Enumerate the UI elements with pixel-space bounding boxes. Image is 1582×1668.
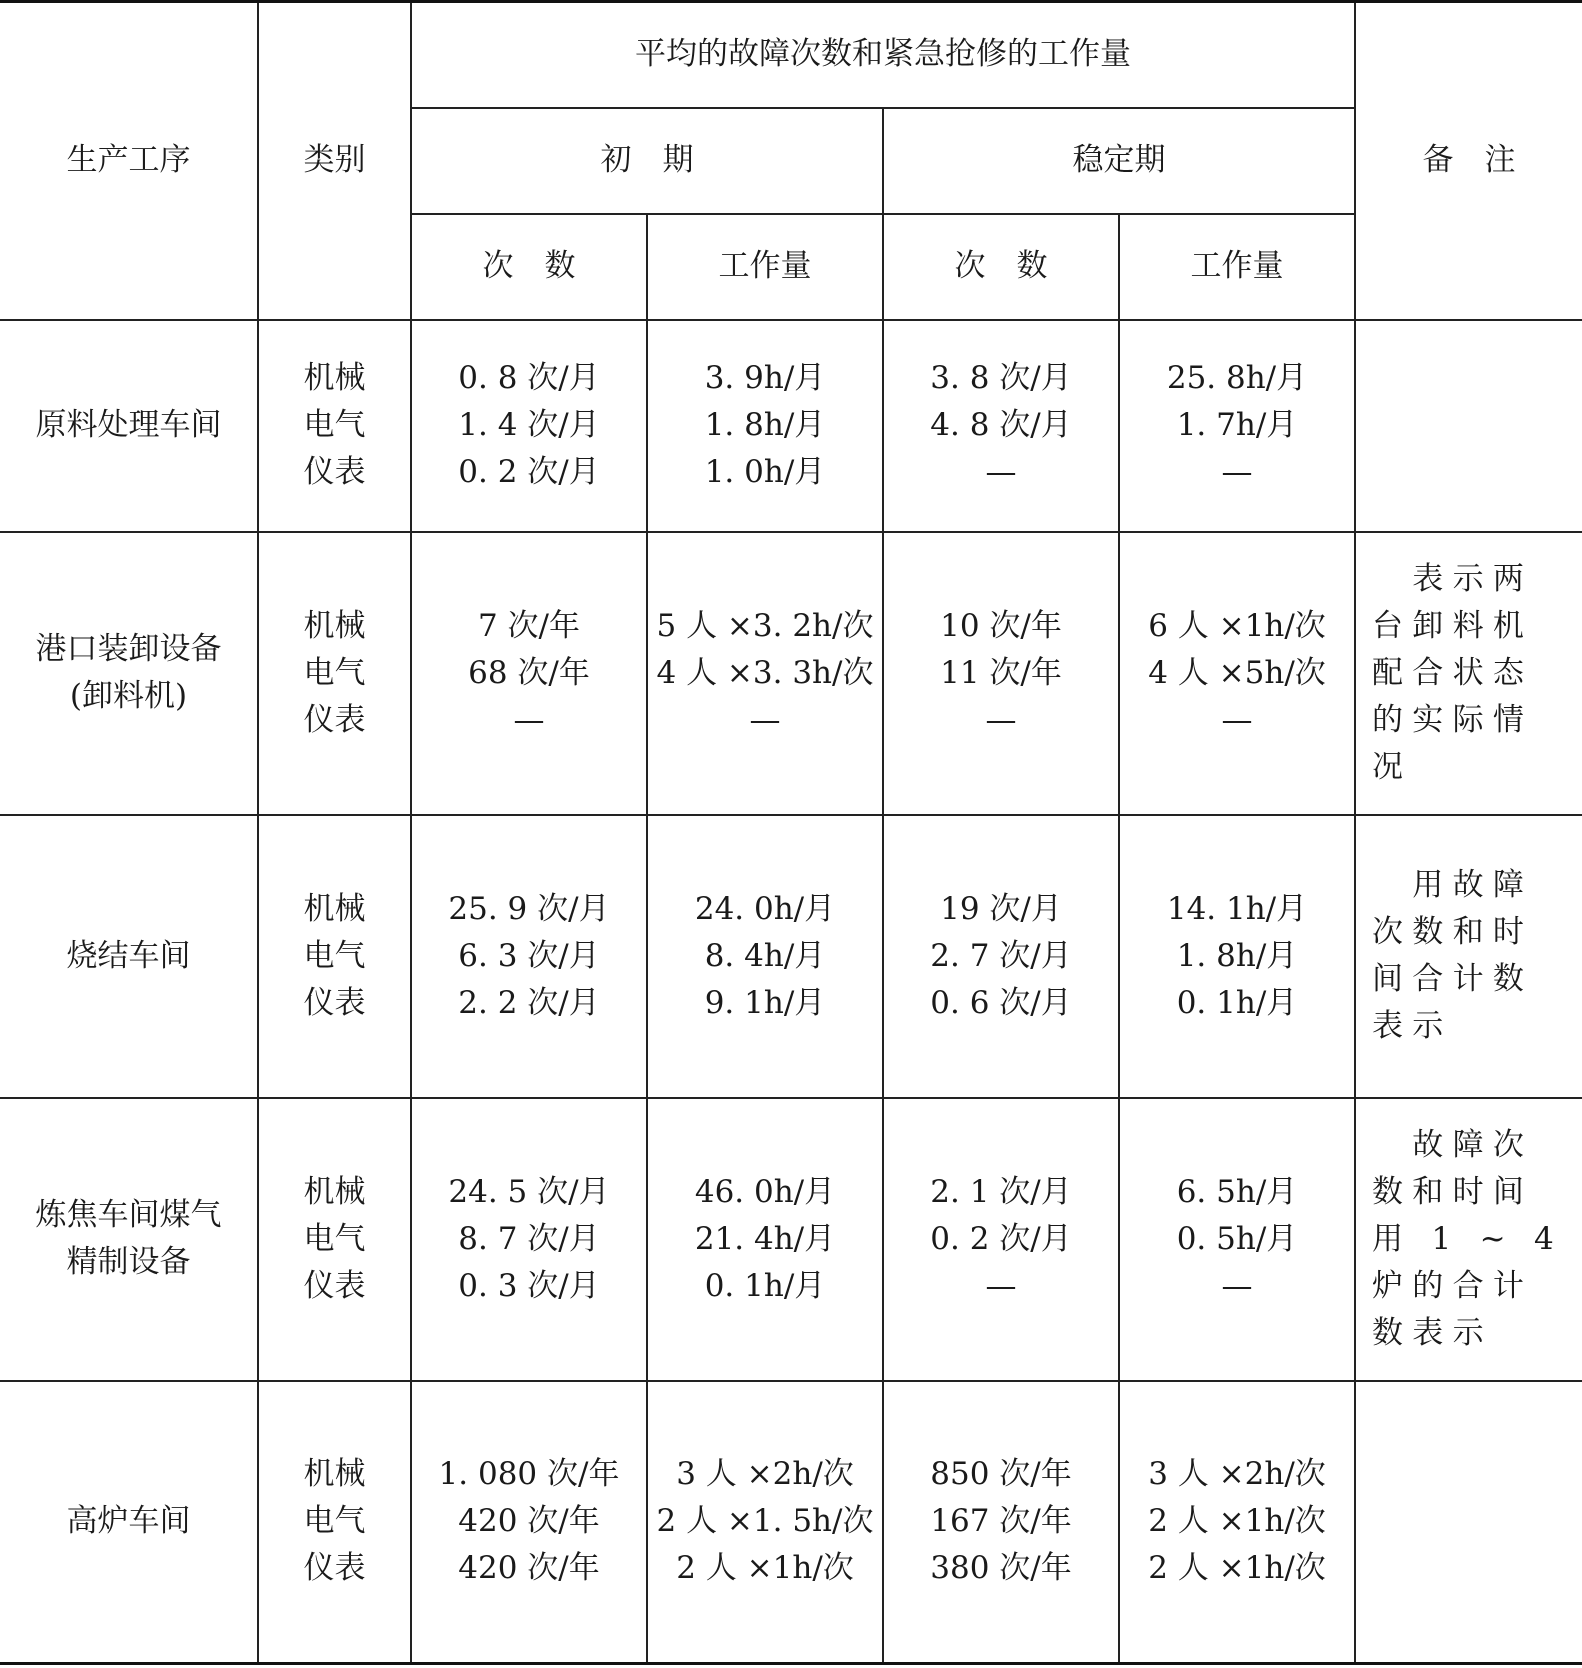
process-cell: 高炉车间 (0, 1381, 258, 1664)
stable-workload-cell: 25. 8h/月 1. 7h/月 — (1119, 320, 1355, 532)
table-row (0, 815, 1582, 1098)
category-cell: 机械 电气 仪表 (258, 320, 411, 532)
initial-count-cell: 24. 5 次/月 8. 7 次/月 0. 3 次/月 (411, 1098, 647, 1381)
stable-workload-cell: 6. 5h/月 0. 5h/月 — (1119, 1098, 1355, 1381)
category-cell: 机械 电气 仪表 (258, 815, 411, 1098)
category-cell: 机械 电气 仪表 (258, 1098, 411, 1381)
remarks-cell (1355, 532, 1582, 815)
table-row (0, 1381, 1582, 1664)
stable-workload-cell: 3 人 ×2h/次 2 人 ×1h/次 2 人 ×1h/次 (1119, 1381, 1355, 1664)
initial-count-cell: 1. 080 次/年 420 次/年 420 次/年 (411, 1381, 647, 1664)
stable-workload-cell: 6 人 ×1h/次 4 人 ×5h/次 — (1119, 532, 1355, 815)
stable-count-cell: 850 次/年 167 次/年 380 次/年 (883, 1381, 1119, 1664)
table-row (0, 1098, 1582, 1381)
initial-workload-cell: 3. 9h/月 1. 8h/月 1. 0h/月 (647, 320, 883, 532)
initial-workload-cell: 3 人 ×2h/次 2 人 ×1. 5h/次 2 人 ×1h/次 (647, 1381, 883, 1664)
initial-count-cell: 7 次/年 68 次/年 — (411, 532, 647, 815)
initial-workload-cell: 46. 0h/月 21. 4h/月 0. 1h/月 (647, 1098, 883, 1381)
remarks-text: 表示两台卸料机配合状态的实际情况 (1372, 560, 1534, 785)
header-category: 类别 (258, 2, 411, 320)
remarks-text: 故障次数和时间用 1 ~ 4 炉的合计数表示 (1372, 1126, 1564, 1351)
remarks-text: 用故障次数和时间合计数表示 (1372, 867, 1534, 1044)
remarks-cell (1355, 815, 1582, 1098)
header-process: 生产工序 (0, 2, 258, 320)
remarks-cell (1355, 1098, 1582, 1381)
stable-count-cell: 19 次/月 2. 7 次/月 0. 6 次/月 (883, 815, 1119, 1098)
header-group: 平均的故障次数和紧急抢修的工作量 (411, 2, 1355, 108)
stable-count-cell: 2. 1 次/月 0. 2 次/月 — (883, 1098, 1119, 1381)
stable-count-cell: 10 次/年 11 次/年 — (883, 532, 1119, 815)
process-cell: 烧结车间 (0, 815, 258, 1098)
stable-workload-cell: 14. 1h/月 1. 8h/月 0. 1h/月 (1119, 815, 1355, 1098)
initial-workload-cell: 5 人 ×3. 2h/次 4 人 ×3. 3h/次 — (647, 532, 883, 815)
initial-count-cell: 0. 8 次/月 1. 4 次/月 0. 2 次/月 (411, 320, 647, 532)
table-row (0, 532, 1582, 815)
header-initial-workload: 工作量 (647, 214, 883, 320)
initial-workload-cell: 24. 0h/月 8. 4h/月 9. 1h/月 (647, 815, 883, 1098)
header-initial: 初 期 (411, 108, 883, 214)
header-stable-workload: 工作量 (1119, 214, 1355, 320)
table-row (0, 320, 1582, 532)
header-initial-count: 次 数 (411, 214, 647, 320)
category-cell: 机械 电气 仪表 (258, 1381, 411, 1664)
header-stable-count: 次 数 (883, 214, 1119, 320)
header-remarks: 备 注 (1355, 2, 1582, 320)
stable-count-cell: 3. 8 次/月 4. 8 次/月 — (883, 320, 1119, 532)
process-cell: 原料处理车间 (0, 320, 258, 532)
category-cell: 机械 电气 仪表 (258, 532, 411, 815)
header-stable: 稳定期 (883, 108, 1355, 214)
remarks-cell (1355, 320, 1582, 532)
process-cell: 港口装卸设备 (卸料机) (0, 532, 258, 815)
process-cell: 炼焦车间煤气 精制设备 (0, 1098, 258, 1381)
remarks-cell (1355, 1381, 1582, 1664)
initial-count-cell: 25. 9 次/月 6. 3 次/月 2. 2 次/月 (411, 815, 647, 1098)
